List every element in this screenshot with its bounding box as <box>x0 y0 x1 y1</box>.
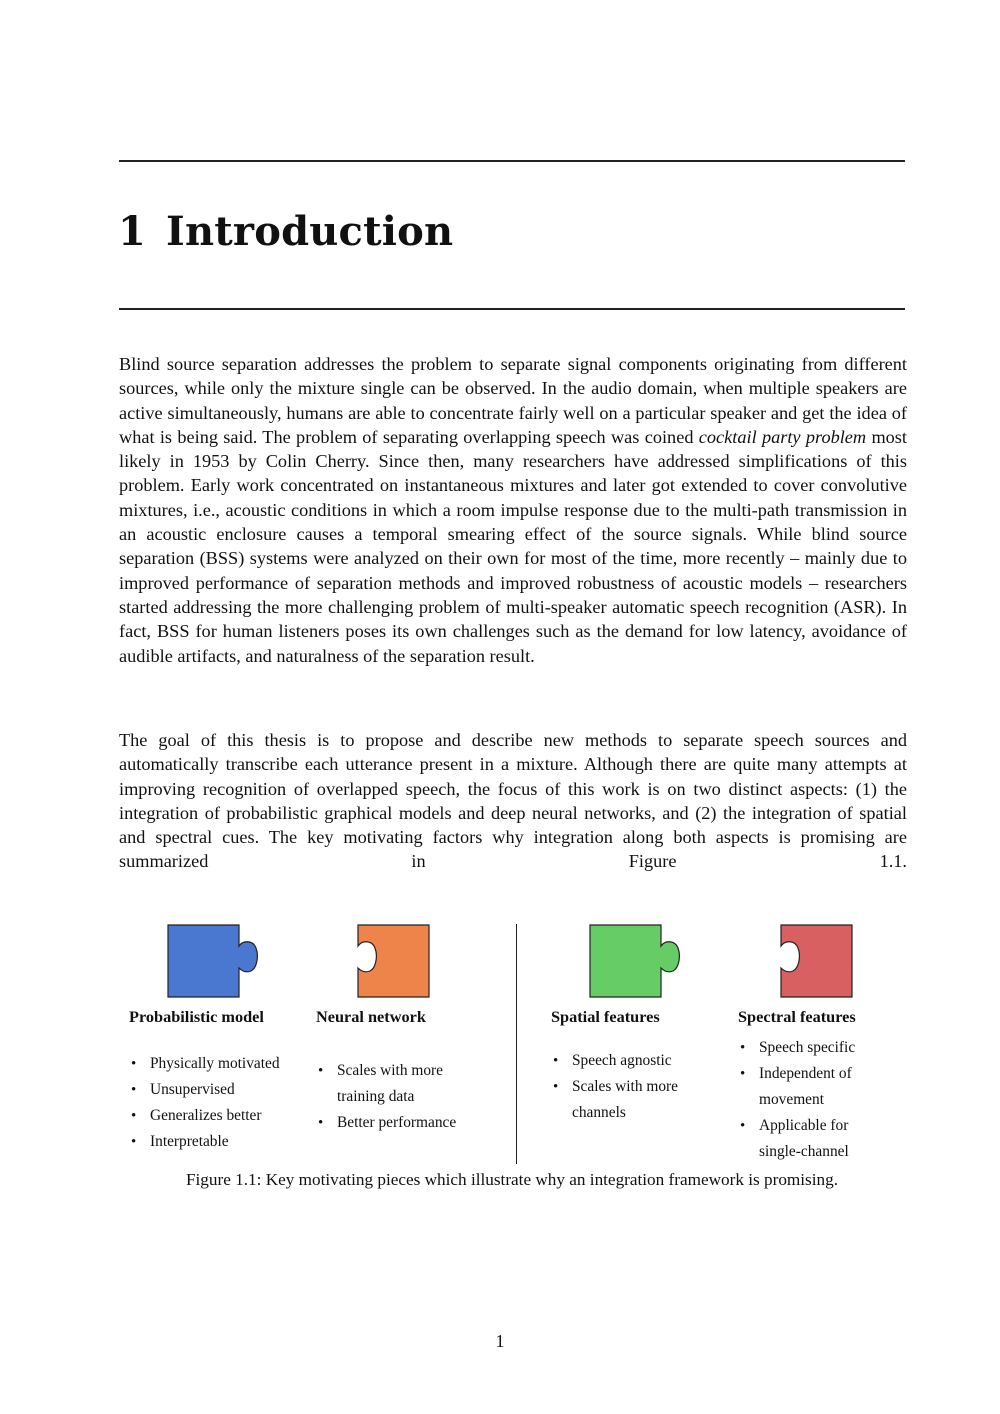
chapter-number: 1 <box>118 208 147 255</box>
paragraph-1-text-a: Blind source separation addresses the problem to separate signal components originating from different sources, while only the mixture single can be observed. In the audio domain, when multiple speakers are active simultaneously, humans are able to concentrate fairly well on a particular speaker and get the idea of what is being said. The problem of separating overlapping speech was coined <box>119 354 907 447</box>
puzzle-piece-green-shape <box>590 925 679 997</box>
list-item: • Independent of <box>738 1061 855 1087</box>
figure-divider <box>516 924 517 1164</box>
puzzle-piece-green-icon <box>589 924 683 998</box>
list-item-continuation: movement <box>759 1091 824 1108</box>
bottom-rule <box>119 308 905 310</box>
puzzle-piece-red-shape <box>781 925 852 997</box>
list-item: • Scales with more <box>551 1074 678 1100</box>
puzzle-piece-red-icon <box>778 924 854 998</box>
list-spatial <box>551 1048 678 1126</box>
list-item: • Applicable for <box>738 1113 855 1139</box>
list-item: • Speech specific <box>738 1035 855 1061</box>
chapter-title: Introduction <box>166 208 454 255</box>
list-item: • Scales with more <box>316 1058 456 1084</box>
paragraph-1 <box>119 352 907 668</box>
col-title-probabilistic: Probabilistic model <box>129 1007 264 1026</box>
list-item: • Physically motivated <box>129 1051 280 1077</box>
list-neural <box>316 1058 456 1136</box>
puzzle-piece-orange-icon <box>355 924 431 998</box>
list-item: • Speech agnostic <box>551 1048 678 1074</box>
list-probabilistic <box>129 1051 280 1155</box>
list-item-continuation: training data <box>337 1088 415 1105</box>
figure-1-1 <box>119 918 905 1188</box>
figure-caption: Figure 1.1: Key motivating pieces which illustrate why an integration framework is promising. <box>185 1170 839 1189</box>
col-title-neural: Neural network <box>316 1007 426 1026</box>
paragraph-1-text-b: most likely in 1953 by Colin Cherry. Since then, many researchers have addressed simplifications of this problem. Early work concentrated on instantaneous mixtures and later got extended to cover convolutive mixtures, i.e., acoustic conditions in which a room impulse response due to the multi-path transmission in an acoustic enclosure causes a temporal smearing effect of the source signals. While blind source separation (BSS) systems were analyzed on their own for most of the time, more recently – mainly due to improved performance of separation methods and improved robustness of acoustic models – researchers started addressing the more challenging problem of multi-speaker automatic speech recognition (ASR). In fact, BSS for human listeners poses its own challenges such as the demand for low latency, avoidance of audible artifacts, and naturalness of the separation result. <box>119 426 907 666</box>
page-number: 1 <box>495 1331 505 1351</box>
list-item: • Generalizes better <box>129 1103 280 1129</box>
list-item: • Better performance <box>316 1110 456 1136</box>
list-item-continuation: channels <box>572 1104 626 1121</box>
list-item: • Interpretable <box>129 1129 280 1155</box>
chapter-heading <box>118 208 453 255</box>
col-title-spectral: Spectral features <box>738 1007 856 1026</box>
list-item-continuation: single-channel <box>759 1143 849 1160</box>
paragraph-1-emphasis: cocktail party problem <box>698 426 867 447</box>
puzzle-piece-orange-shape <box>358 925 429 997</box>
list-spectral <box>738 1035 855 1165</box>
puzzle-piece-blue-icon <box>167 924 261 998</box>
puzzle-piece-blue-shape <box>168 925 257 997</box>
list-item: • Unsupervised <box>129 1077 280 1103</box>
paragraph-2: The goal of this thesis is to propose and describe new methods to separate speech sources and automatically transcribe each utterance present in a mixture. Although there are quite many attempts at improving recognition of overlapped speech, the focus of this work is on two distinct aspects: (1) the integration of probabilistic graphical models and deep neural networks, and (2) the integration of spatial and spectral cues. The key motivating factors why integration along both aspects is promising are summarized in Figure 1.1. <box>119 730 907 872</box>
col-title-spatial: Spatial features <box>551 1007 660 1026</box>
top-rule <box>119 160 905 162</box>
